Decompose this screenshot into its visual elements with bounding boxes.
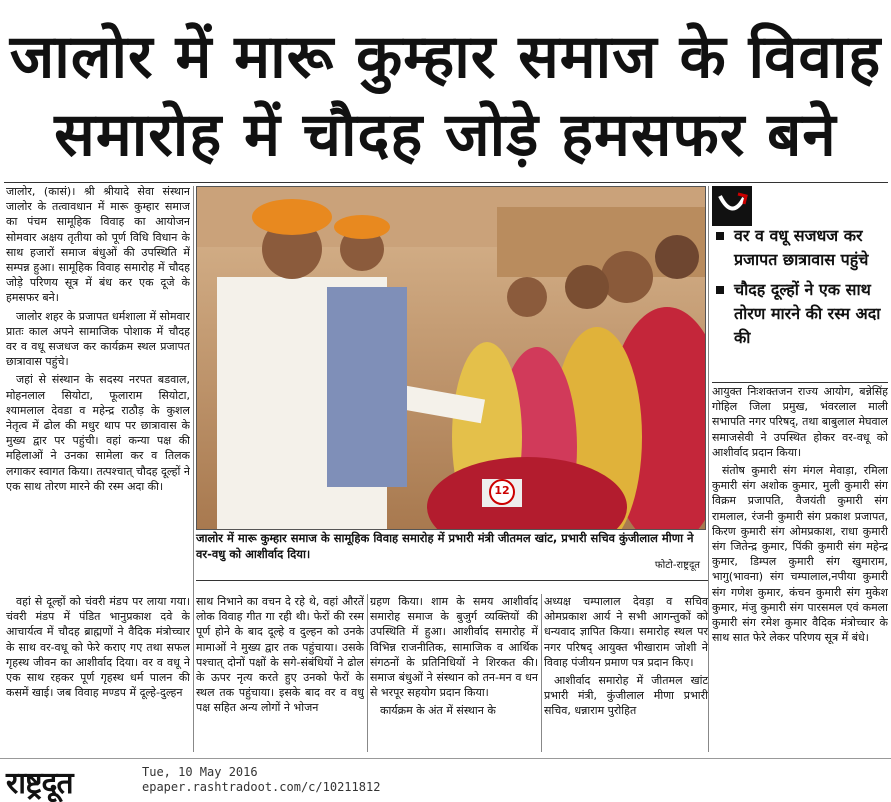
epaper-url[interactable]: epaper.rashtradoot.com/c/10211812 xyxy=(142,780,381,794)
paragraph: वहां से दूल्हों को चंवरी मंडप पर लाया गया। चंवरी मंडप में पंडित भानुप्रकाश दवे के आचार्यत्व में चौदह ब्राह्मणों ने वैदिक मंत्रोच्चार के साथ वर-वधू को फेरे कराए गए तथा सफल गृहस्थ जीवन का आशीर्वाद दिया। वर व वधू ने एक साथ रहकर पूर्ण गृहस्थ धर्म पालन की कसमें खाई। जब विवाह मण्डप में दूल्हे-दुल्हन xyxy=(6,595,190,700)
paragraph: अध्यक्ष चम्पालाल देवड़ा व सचिव ओमप्रकाश आर्य ने सभी आगन्तुकों को धन्यवाद ज्ञापित किया। समारोह स्थल पर नगर परिषद् आयुक्त भीखाराम जोशी ने विवाह पंजीयन प्रमाण पत्र प्रदान किए। xyxy=(544,595,708,669)
column-divider xyxy=(708,186,709,752)
headline xyxy=(0,0,891,182)
photo-caption xyxy=(196,530,704,578)
paragraph: आयुक्त निःशक्तजन राज्य आयोग, बन्नेसिंह गोहिल जिला प्रमुख, भंवरलाल माली सभापति नगर परिषद्, तथा बाबुलाल मेघवाल समाजसेवी ने उपस्थित होकर वर-वधू को आशीर्वाद प्रदान किया। xyxy=(712,385,888,459)
highlights-divider xyxy=(712,382,888,383)
highlights-list xyxy=(716,224,888,356)
highlight-item: वर व वधू सजधज कर प्रजापत छात्रावास पहुंचे xyxy=(716,224,888,272)
caption-divider xyxy=(196,580,708,581)
newspaper-logo: राष्ट्रदूत xyxy=(6,766,73,801)
paragraph: साथ निभाने का वचन दे रहे थे, वहां औरतें लोक विवाह गीत गा रही थी। फेरों की रस्म पूर्ण होने के बाद दूल्हे व दुल्हन को उनके मामाओं ने मुख्य द्वार तक पहुंचाया। उसके पश्चात् दोनों पक्षों के सगे-संबंधियों ने ढोल के ऊपर नृत्य करते हुए उनको फेरों के स्थल तक पहुंचाया। इसके बाद वर व वधु पक्ष सहित अन्य लोगों ने भोजन xyxy=(196,595,364,715)
column-divider xyxy=(193,186,194,752)
news-photo xyxy=(196,186,706,530)
article-column-1 xyxy=(6,184,190,556)
headline-line-1: जालोर में मारू कुम्हार समाज के विवाह xyxy=(9,22,882,92)
paragraph: आशीर्वाद समारोह में जीतमल खांट प्रभारी मंत्री, कुंजीलाल मीणा प्रभारी सचिव, धन्नाराम पुरोहित xyxy=(544,674,708,718)
edition-date: Tue, 10 May 2016 xyxy=(142,765,258,779)
article-column-4 xyxy=(544,594,708,752)
highlights-box xyxy=(712,186,890,380)
wedding-ceremony-photo xyxy=(197,187,705,529)
paragraph: जहां से संस्थान के सदस्य नरपत बडवाल, मोहनलाल सियोटा, फूलाराम सियोटा, श्यामलाल देवडा व महेन्द्र राठौड़ के कुशल नेतृत्व में ढोल की मधुर थाप पर छात्रावास के मुख्य द्वार पर पहुंची। वहां कन्या पक्ष की महिलाओं ने उनका सामेला कर व तिलक लगाकर स्वागत किया। तत्पश्चात् चौदह दूल्हों ने एक साथ तोरण मारने की रस्म अदा की। xyxy=(6,373,190,493)
photo-badge: 12 xyxy=(494,484,510,497)
article-column-1-bottom xyxy=(6,594,190,752)
caption-text: जालोर में मारू कुम्हार समाज के सामूहिक विवाह समारोह में प्रभारी मंत्री जीतमल खांट, प्रभारी सचिव कुंजीलाल मीणा ने वर-वधु को आशीर्वाद दिया। xyxy=(196,531,694,561)
edition-meta xyxy=(142,765,380,795)
epaper-footer xyxy=(0,758,891,801)
paragraph: जालोर, (कासं)। श्री श्रीयादे सेवा संस्थान जालोर के तत्वावधान में मारू कुम्हार समाज का पंचम सामूहिक विवाह का आयोजन सोमवार अक्षय तृतीया को पूर्ण विधि विधान के साथ हजारों समाज बंधुओं की उपस्थिति में सम्पन्न हुआ। सामूहिक विवाह समारोह में चौदह जोड़े परिणय सूत्र में बंध कर एक दूजे के हमसफर बने। xyxy=(6,185,190,305)
paragraph: संतोष कुमारी संग मंगल मेवाड़ा, रमिला कुमारी संग अशोक कुमार, मुली कुमारी संग विक्रम प्रजापति, वैजयंती कुमारी संग रामलाल, रंजनी कुमारी संग प्रकाश प्रजापत, किरण कुमारी संग ओमप्रकाश, राधा कुमारी संग जितेन्द्र कुमार, पिंकी कुमारी संग महेन्द्र कुमार, डिम्पल कुमारी संग खुमाराम, भागु(भावना) संग चम्पालाल,नपीया कुमारी संग गणेश कुमार, कंचन कुमारी संग मुकेश कुमार, मंजु कुमारी संग पारसमल एवं कमला कुमारी संग रमेश कुमार वैदिक मंत्रोच्चार के साथ सात फेरे लेकर परिणय सूत्र में बंधे। xyxy=(712,464,888,645)
photo-credit: फोटो-राष्ट्रदूत xyxy=(654,560,700,571)
highlight-item: चौदह दूल्हों ने एक साथ तोरण मारने की रस्म अदा की xyxy=(716,278,888,350)
curved-arrow-icon xyxy=(712,186,752,226)
article-column-2 xyxy=(196,594,364,752)
article-column-right xyxy=(712,384,888,752)
column-divider xyxy=(367,594,368,752)
headline-divider xyxy=(4,182,888,183)
paragraph: कार्यक्रम के अंत में संस्थान के xyxy=(380,704,496,718)
paragraph: ग्रहण किया। शाम के समय आशीर्वाद समारोह समाज के बुजुर्ग व्यक्तियों की उपस्थिति में हुआ। आशीर्वाद समारोह में विभिन्न राजनीतिक, सामाजिक व आर्थिक संगठनों के प्रतिनिधियों ने शिरकत की। समाज बंधुओं ने संस्थान को तन-मन व धन से भरपूर सहयोग प्रदान किया। xyxy=(370,595,538,700)
paragraph: जालोर शहर के प्रजापत धर्मशाला में सोमवार प्रातः काल अपने सामाजिक पोशाक में चौदह वर व वधू सजधज कर कार्यक्रम स्थल प्रजापत छात्रावास पहुंचे। xyxy=(6,309,190,369)
column-divider xyxy=(541,594,542,752)
headline-line-2: समारोह में चौदह जोड़े हमसफर बने xyxy=(54,100,837,170)
article-column-3 xyxy=(370,594,538,752)
